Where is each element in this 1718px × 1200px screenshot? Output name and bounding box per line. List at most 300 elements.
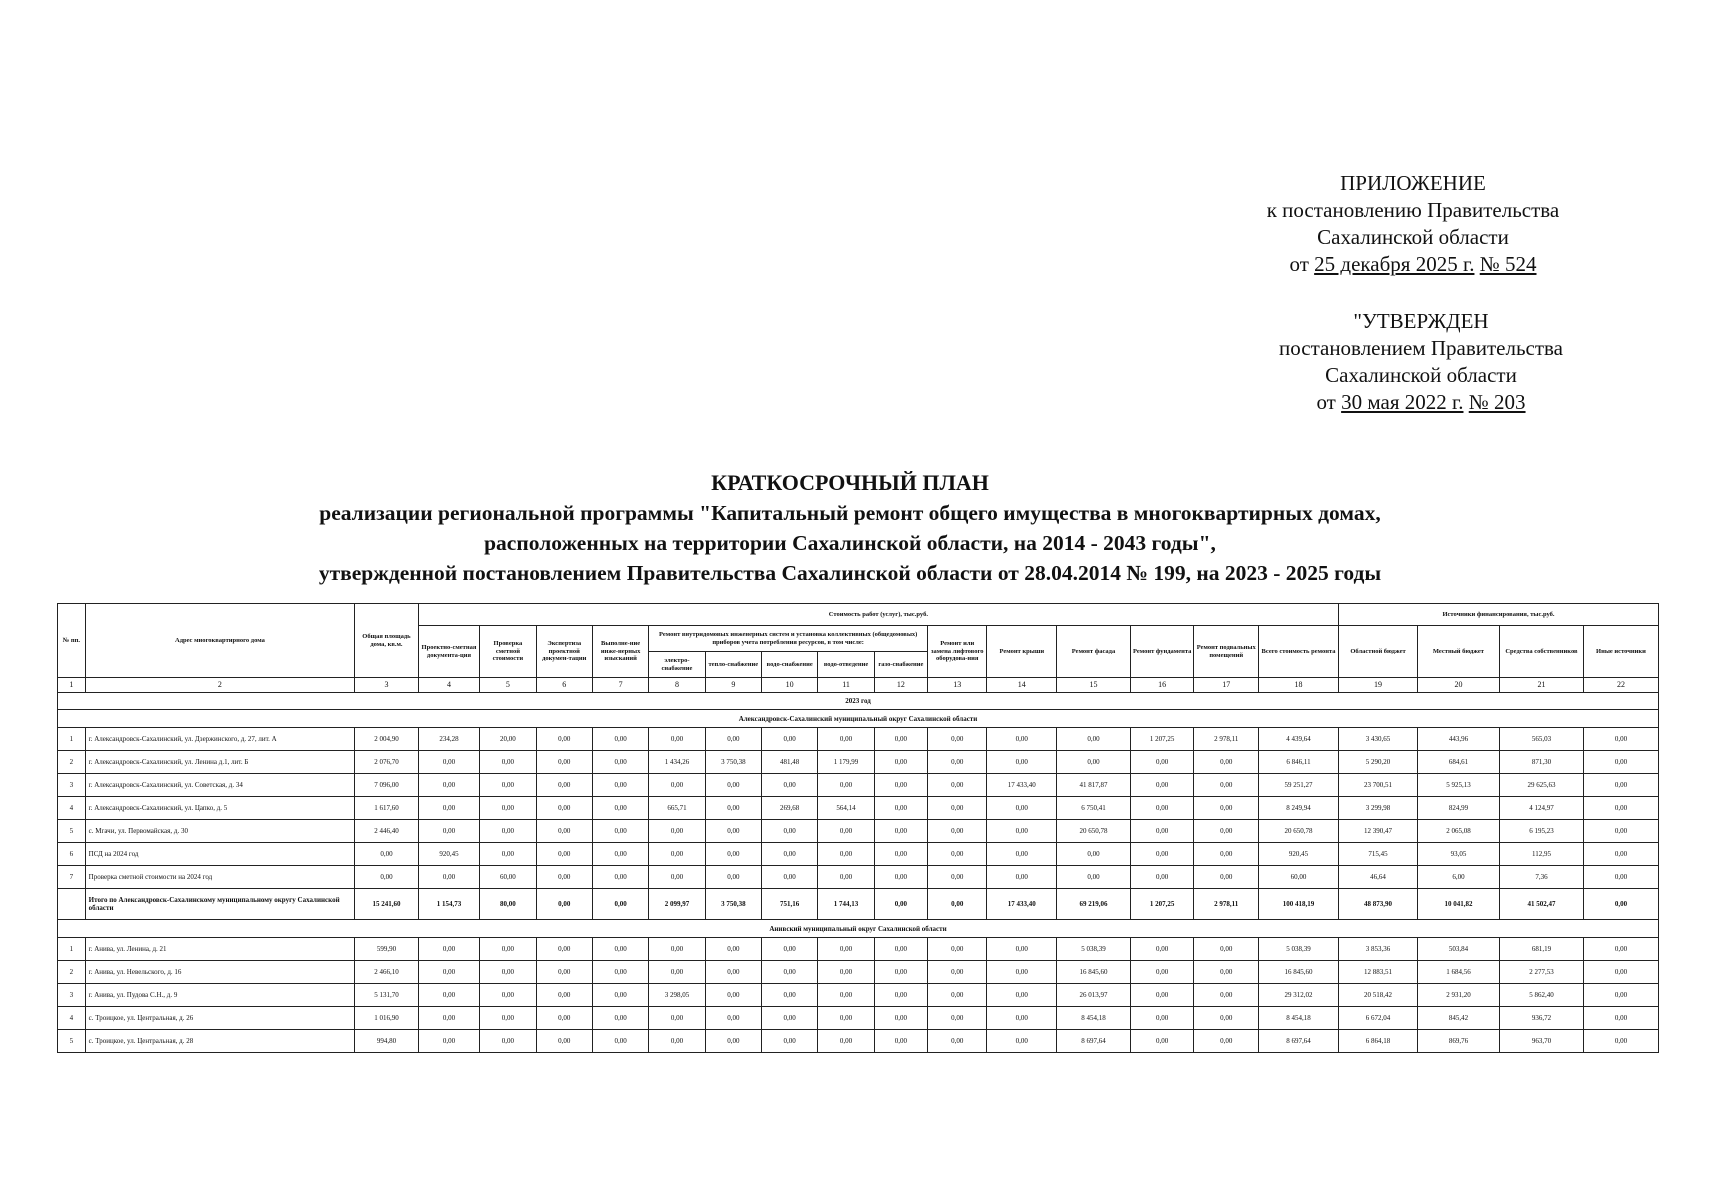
row-number-cell: 4 <box>58 1007 86 1030</box>
total-value-cell: 10 041,82 <box>1417 889 1499 920</box>
value-cell: 0,00 <box>480 751 536 774</box>
column-number-cell: 21 <box>1499 678 1583 693</box>
district-name: Александровск-Сахалинский муниципальный округ Сахалинской области <box>58 710 1659 728</box>
value-cell: 0,00 <box>418 961 479 984</box>
value-cell: 5 131,70 <box>355 984 419 1007</box>
header-expertise: Экспертиза проектной докумен-тации <box>536 626 592 678</box>
value-cell: 0,00 <box>874 774 927 797</box>
total-value-cell: 3 750,38 <box>705 889 761 920</box>
header-area: Общая площадь дома, кв.м. <box>355 604 419 678</box>
value-cell: 0,00 <box>592 820 648 843</box>
value-cell: 2 277,53 <box>1499 961 1583 984</box>
title-line-1: КРАТКОСРОЧНЫЙ ПЛАН <box>711 470 989 495</box>
document-title <box>100 468 1600 588</box>
value-cell: 6 195,23 <box>1499 820 1583 843</box>
row-number-cell: 2 <box>58 961 86 984</box>
value-cell: 0,00 <box>987 961 1057 984</box>
annex-date-line <box>1228 251 1598 278</box>
table-body <box>58 678 1659 1053</box>
value-cell: 6 864,18 <box>1339 1030 1418 1053</box>
value-cell: 2 978,11 <box>1194 728 1259 751</box>
value-cell: 8 454,18 <box>1259 1007 1339 1030</box>
header-address: Адрес многоквартирного дома <box>85 604 355 678</box>
value-cell: 0,00 <box>536 820 592 843</box>
row-number-cell: 6 <box>58 843 86 866</box>
approved-block <box>1256 308 1586 416</box>
value-cell: 0,00 <box>536 1030 592 1053</box>
value-cell: 920,45 <box>1259 843 1339 866</box>
value-cell: 2 065,08 <box>1417 820 1499 843</box>
value-cell: 963,70 <box>1499 1030 1583 1053</box>
annex-line-2: к постановлению Правительства <box>1266 198 1560 222</box>
row-number-cell: 7 <box>58 866 86 889</box>
value-cell: 0,00 <box>1583 728 1658 751</box>
value-cell: 0,00 <box>480 797 536 820</box>
value-cell: 20 650,78 <box>1057 820 1131 843</box>
column-number-cell: 22 <box>1583 678 1658 693</box>
table-row <box>58 843 1659 866</box>
value-cell: 503,84 <box>1417 938 1499 961</box>
column-number-cell: 1 <box>58 678 86 693</box>
value-cell: 0,00 <box>874 843 927 866</box>
value-cell: 0,00 <box>536 843 592 866</box>
address-cell: г. Александровск-Сахалинский, ул. Дзержинского, д. 27, лит. А <box>85 728 355 751</box>
column-number-cell: 19 <box>1339 678 1418 693</box>
plan-table <box>57 603 1659 1053</box>
value-cell: 0,00 <box>649 938 705 961</box>
district-name: Анивский муниципальный округ Сахалинской области <box>58 920 1659 938</box>
value-cell: 0,00 <box>592 774 648 797</box>
row-number-cell: 3 <box>58 774 86 797</box>
value-cell: 0,00 <box>705 961 761 984</box>
value-cell: 0,00 <box>928 1030 987 1053</box>
value-cell: 0,00 <box>928 797 987 820</box>
value-cell: 0,00 <box>818 984 874 1007</box>
value-cell: 0,00 <box>762 728 818 751</box>
header-finance-group: Источники финансирования, тыс.руб. <box>1339 604 1659 626</box>
address-cell: г. Анива, ул. Пудова С.Н., д. 9 <box>85 984 355 1007</box>
value-cell: 564,14 <box>818 797 874 820</box>
total-value-cell: 0,00 <box>1583 889 1658 920</box>
header-cost-group: Стоимость работ (услуг), тыс.руб. <box>418 604 1338 626</box>
value-cell: 0,00 <box>874 820 927 843</box>
header-num: № пп. <box>58 604 86 678</box>
value-cell: 0,00 <box>987 728 1057 751</box>
value-cell: 684,61 <box>1417 751 1499 774</box>
value-cell: 0,00 <box>874 751 927 774</box>
value-cell: 0,00 <box>1583 820 1658 843</box>
value-cell: 0,00 <box>1583 751 1658 774</box>
value-cell: 0,00 <box>874 1007 927 1030</box>
address-cell: ПСД на 2024 год <box>85 843 355 866</box>
annex-date-prefix: от <box>1289 252 1309 276</box>
total-value-cell: 0,00 <box>928 889 987 920</box>
value-cell: 0,00 <box>818 820 874 843</box>
column-number-cell: 4 <box>418 678 479 693</box>
value-cell: 59 251,27 <box>1259 774 1339 797</box>
value-cell: 0,00 <box>987 866 1057 889</box>
value-cell: 871,30 <box>1499 751 1583 774</box>
value-cell: 0,00 <box>818 1007 874 1030</box>
header-roof: Ремонт крыши <box>987 626 1057 678</box>
district-total-row <box>58 889 1659 920</box>
table-row <box>58 774 1659 797</box>
value-cell: 0,00 <box>987 938 1057 961</box>
value-cell: 8 697,64 <box>1057 1030 1131 1053</box>
total-value-cell: 15 241,60 <box>355 889 419 920</box>
address-cell: с. Троицкое, ул. Центральная, д. 28 <box>85 1030 355 1053</box>
value-cell: 0,00 <box>818 866 874 889</box>
address-cell: Проверка сметной стоимости на 2024 год <box>85 866 355 889</box>
column-number-cell: 12 <box>874 678 927 693</box>
value-cell: 3 298,05 <box>649 984 705 1007</box>
value-cell: 0,00 <box>705 1007 761 1030</box>
value-cell: 0,00 <box>536 774 592 797</box>
header-water: водо-снабжение <box>762 652 818 678</box>
value-cell: 0,00 <box>1583 866 1658 889</box>
value-cell: 920,45 <box>418 843 479 866</box>
value-cell: 0,00 <box>592 1030 648 1053</box>
value-cell: 6 846,11 <box>1259 751 1339 774</box>
value-cell: 3 750,38 <box>705 751 761 774</box>
approved-line-2: постановлением Правительства <box>1278 336 1563 360</box>
approved-date: 30 мая 2022 г. <box>1341 390 1464 414</box>
column-number-cell: 18 <box>1259 678 1339 693</box>
value-cell: 29 625,63 <box>1499 774 1583 797</box>
address-cell: с. Троицкое, ул. Центральная, д. 26 <box>85 1007 355 1030</box>
value-cell: 0,00 <box>649 961 705 984</box>
value-cell: 0,00 <box>928 984 987 1007</box>
row-number-cell: 1 <box>58 938 86 961</box>
value-cell: 0,00 <box>1057 843 1131 866</box>
value-cell: 0,00 <box>987 843 1057 866</box>
value-cell: 0,00 <box>1583 843 1658 866</box>
value-cell: 8 697,64 <box>1259 1030 1339 1053</box>
value-cell: 0,00 <box>928 1007 987 1030</box>
value-cell: 1 207,25 <box>1130 728 1194 751</box>
approved-line-3: Сахалинской области <box>1325 363 1517 387</box>
value-cell: 0,00 <box>1194 774 1259 797</box>
total-value-cell: 17 433,40 <box>987 889 1057 920</box>
value-cell: 0,00 <box>987 820 1057 843</box>
value-cell: 17 433,40 <box>987 774 1057 797</box>
value-cell: 5 862,40 <box>1499 984 1583 1007</box>
annex-number: № 524 <box>1479 252 1537 276</box>
value-cell: 1 016,90 <box>355 1007 419 1030</box>
value-cell: 0,00 <box>705 843 761 866</box>
value-cell: 715,45 <box>1339 843 1418 866</box>
value-cell: 0,00 <box>928 866 987 889</box>
value-cell: 0,00 <box>592 728 648 751</box>
table-row <box>58 751 1659 774</box>
value-cell: 0,00 <box>1194 984 1259 1007</box>
value-cell: 20 650,78 <box>1259 820 1339 843</box>
value-cell: 0,00 <box>762 984 818 1007</box>
value-cell: 1 684,56 <box>1417 961 1499 984</box>
value-cell: 60,00 <box>480 866 536 889</box>
title-line-3: расположенных на территории Сахалинской области, на 2014 - 2043 годы", <box>484 531 1216 555</box>
address-cell: с. Мгачи, ул. Первомайская, д. 30 <box>85 820 355 843</box>
approved-number: № 203 <box>1468 390 1526 414</box>
value-cell: 0,00 <box>1130 774 1194 797</box>
column-numbers-row <box>58 678 1659 693</box>
approved-date-prefix: от <box>1316 390 1336 414</box>
value-cell: 0,00 <box>480 1030 536 1053</box>
total-value-cell: 0,00 <box>536 889 592 920</box>
value-cell: 0,00 <box>1130 843 1194 866</box>
approved-date-line <box>1256 389 1586 416</box>
value-cell: 0,00 <box>705 820 761 843</box>
approved-title: "УТВЕРЖДЕН <box>1353 309 1489 333</box>
value-cell: 0,00 <box>536 961 592 984</box>
row-number-cell: 4 <box>58 797 86 820</box>
value-cell: 0,00 <box>874 1030 927 1053</box>
value-cell: 0,00 <box>762 866 818 889</box>
value-cell: 0,00 <box>762 938 818 961</box>
value-cell: 2 446,40 <box>355 820 419 843</box>
value-cell: 5 038,39 <box>1259 938 1339 961</box>
value-cell: 0,00 <box>1194 1030 1259 1053</box>
value-cell: 0,00 <box>874 866 927 889</box>
value-cell: 0,00 <box>1583 1007 1658 1030</box>
value-cell: 0,00 <box>928 938 987 961</box>
total-value-cell: 1 207,25 <box>1130 889 1194 920</box>
header-electro: электро-снабжение <box>649 652 705 678</box>
value-cell: 0,00 <box>1130 797 1194 820</box>
address-cell: г. Александровск-Сахалинский, ул. Ленина д.1, лит. Б <box>85 751 355 774</box>
value-cell: 1 434,26 <box>649 751 705 774</box>
annex-title: ПРИЛОЖЕНИЕ <box>1340 171 1486 195</box>
title-line-2: реализации региональной программы "Капитальный ремонт общего имущества в многоквартирных домах, <box>319 501 1381 525</box>
value-cell: 0,00 <box>928 820 987 843</box>
value-cell: 0,00 <box>818 843 874 866</box>
column-number-cell: 11 <box>818 678 874 693</box>
value-cell: 234,28 <box>418 728 479 751</box>
value-cell: 20,00 <box>480 728 536 751</box>
value-cell: 0,00 <box>480 843 536 866</box>
value-cell: 0,00 <box>1194 961 1259 984</box>
value-cell: 0,00 <box>1130 1030 1194 1053</box>
value-cell: 0,00 <box>874 938 927 961</box>
header-engineering-group: Ремонт внутридомовых инженерных систем и установка коллективных (общедомовых) приборов учета потребления ресурсов, в том числе: <box>649 626 928 652</box>
value-cell: 0,00 <box>418 938 479 961</box>
header-surveys: Выполне-ние инже-нерных изысканий <box>592 626 648 678</box>
table-row <box>58 797 1659 820</box>
column-number-cell: 17 <box>1194 678 1259 693</box>
value-cell: 23 700,51 <box>1339 774 1418 797</box>
value-cell: 0,00 <box>418 1007 479 1030</box>
value-cell: 0,00 <box>1130 938 1194 961</box>
value-cell: 0,00 <box>987 797 1057 820</box>
header-design-docs: Проектно-сметная документа-ция <box>418 626 479 678</box>
total-value-cell: 0,00 <box>874 889 927 920</box>
value-cell: 0,00 <box>1583 961 1658 984</box>
value-cell: 0,00 <box>355 843 419 866</box>
table-row <box>58 961 1659 984</box>
value-cell: 0,00 <box>480 961 536 984</box>
value-cell: 0,00 <box>1057 728 1131 751</box>
value-cell: 0,00 <box>592 938 648 961</box>
value-cell: 0,00 <box>1057 751 1131 774</box>
column-number-cell: 16 <box>1130 678 1194 693</box>
column-number-cell: 15 <box>1057 678 1131 693</box>
row-number-cell: 2 <box>58 751 86 774</box>
value-cell: 0,00 <box>592 797 648 820</box>
value-cell: 0,00 <box>1130 984 1194 1007</box>
total-value-cell: 1 744,13 <box>818 889 874 920</box>
column-number-cell: 3 <box>355 678 419 693</box>
total-value-cell: 1 154,73 <box>418 889 479 920</box>
header-facade: Ремонт фасада <box>1057 626 1131 678</box>
value-cell: 0,00 <box>592 751 648 774</box>
value-cell: 4 124,97 <box>1499 797 1583 820</box>
district-row <box>58 920 1659 938</box>
value-cell: 845,42 <box>1417 1007 1499 1030</box>
value-cell: 0,00 <box>592 961 648 984</box>
value-cell: 0,00 <box>874 797 927 820</box>
value-cell: 0,00 <box>1194 1007 1259 1030</box>
value-cell: 8 454,18 <box>1057 1007 1131 1030</box>
value-cell: 0,00 <box>592 984 648 1007</box>
header-elevator: Ремонт или замена лифтового оборудова-ния <box>928 626 987 678</box>
value-cell: 936,72 <box>1499 1007 1583 1030</box>
total-value-cell: 69 219,06 <box>1057 889 1131 920</box>
value-cell: 0,00 <box>418 984 479 1007</box>
header-owners: Средства собственников <box>1499 626 1583 678</box>
header-heat: тепло-снабжение <box>705 652 761 678</box>
value-cell: 29 312,02 <box>1259 984 1339 1007</box>
header-gas: газо-снабжение <box>874 652 927 678</box>
value-cell: 0,00 <box>536 751 592 774</box>
value-cell: 0,00 <box>705 728 761 751</box>
value-cell: 0,00 <box>818 728 874 751</box>
total-value-cell: 100 418,19 <box>1259 889 1339 920</box>
value-cell: 0,00 <box>536 797 592 820</box>
value-cell: 565,03 <box>1499 728 1583 751</box>
address-cell: г. Анива, ул. Ленина, д. 21 <box>85 938 355 961</box>
table-row <box>58 820 1659 843</box>
value-cell: 12 390,47 <box>1339 820 1418 843</box>
value-cell: 93,05 <box>1417 843 1499 866</box>
value-cell: 0,00 <box>987 1007 1057 1030</box>
value-cell: 0,00 <box>418 820 479 843</box>
value-cell: 0,00 <box>480 820 536 843</box>
header-foundation: Ремонт фундамента <box>1130 626 1194 678</box>
value-cell: 0,00 <box>928 751 987 774</box>
value-cell: 0,00 <box>418 774 479 797</box>
value-cell: 20 518,42 <box>1339 984 1418 1007</box>
value-cell: 46,64 <box>1339 866 1418 889</box>
row-number-cell: 3 <box>58 984 86 1007</box>
value-cell: 0,00 <box>987 751 1057 774</box>
value-cell: 0,00 <box>418 866 479 889</box>
total-value-cell <box>58 889 86 920</box>
row-number-cell: 5 <box>58 1030 86 1053</box>
value-cell: 12 883,51 <box>1339 961 1418 984</box>
address-cell: г. Анива, ул. Невельского, д. 16 <box>85 961 355 984</box>
value-cell: 60,00 <box>1259 866 1339 889</box>
value-cell: 0,00 <box>762 961 818 984</box>
column-number-cell: 6 <box>536 678 592 693</box>
value-cell: 3 299,98 <box>1339 797 1418 820</box>
total-value-cell: 751,16 <box>762 889 818 920</box>
value-cell: 0,00 <box>480 774 536 797</box>
value-cell: 0,00 <box>987 1030 1057 1053</box>
header-basement: Ремонт подвальных помещений <box>1194 626 1259 678</box>
value-cell: 5 925,13 <box>1417 774 1499 797</box>
value-cell: 0,00 <box>536 1007 592 1030</box>
value-cell: 0,00 <box>1583 938 1658 961</box>
table-row <box>58 1030 1659 1053</box>
value-cell: 0,00 <box>1130 866 1194 889</box>
value-cell: 0,00 <box>1194 797 1259 820</box>
value-cell: 0,00 <box>1194 938 1259 961</box>
value-cell: 0,00 <box>418 1030 479 1053</box>
value-cell: 0,00 <box>928 843 987 866</box>
value-cell: 0,00 <box>705 866 761 889</box>
value-cell: 0,00 <box>355 866 419 889</box>
value-cell: 41 817,87 <box>1057 774 1131 797</box>
value-cell: 0,00 <box>1194 751 1259 774</box>
header-total-cost: Всего стоимость ремонта <box>1259 626 1339 678</box>
value-cell: 0,00 <box>649 843 705 866</box>
year-row <box>58 693 1659 710</box>
value-cell: 0,00 <box>480 938 536 961</box>
value-cell: 0,00 <box>536 984 592 1007</box>
total-label-cell: Итого по Александровск-Сахалинскому муниципальному округу Сахалинской области <box>85 889 355 920</box>
value-cell: 5 038,39 <box>1057 938 1131 961</box>
column-number-cell: 2 <box>85 678 355 693</box>
value-cell: 1 617,60 <box>355 797 419 820</box>
value-cell: 0,00 <box>418 751 479 774</box>
value-cell: 994,80 <box>355 1030 419 1053</box>
value-cell: 0,00 <box>705 938 761 961</box>
value-cell: 4 439,64 <box>1259 728 1339 751</box>
value-cell: 112,95 <box>1499 843 1583 866</box>
value-cell: 0,00 <box>1130 820 1194 843</box>
value-cell: 0,00 <box>649 1007 705 1030</box>
table-row <box>58 728 1659 751</box>
value-cell: 0,00 <box>818 1030 874 1053</box>
value-cell: 0,00 <box>480 984 536 1007</box>
value-cell: 0,00 <box>928 728 987 751</box>
address-cell: г. Александровск-Сахалинский, ул. Цапко, д. 5 <box>85 797 355 820</box>
annex-line-3: Сахалинской области <box>1317 225 1509 249</box>
column-number-cell: 10 <box>762 678 818 693</box>
value-cell: 665,71 <box>649 797 705 820</box>
value-cell: 0,00 <box>987 984 1057 1007</box>
value-cell: 0,00 <box>418 797 479 820</box>
value-cell: 0,00 <box>649 728 705 751</box>
value-cell: 0,00 <box>1194 866 1259 889</box>
column-number-cell: 9 <box>705 678 761 693</box>
value-cell: 0,00 <box>705 1030 761 1053</box>
value-cell: 3 430,65 <box>1339 728 1418 751</box>
value-cell: 443,96 <box>1417 728 1499 751</box>
value-cell: 0,00 <box>705 774 761 797</box>
address-cell: г. Александровск-Сахалинский, ул. Советская, д. 34 <box>85 774 355 797</box>
value-cell: 0,00 <box>1057 866 1131 889</box>
value-cell: 0,00 <box>1130 751 1194 774</box>
value-cell: 869,76 <box>1417 1030 1499 1053</box>
value-cell: 7 096,00 <box>355 774 419 797</box>
value-cell: 7,36 <box>1499 866 1583 889</box>
value-cell: 0,00 <box>536 938 592 961</box>
value-cell: 16 845,60 <box>1057 961 1131 984</box>
value-cell: 0,00 <box>1194 843 1259 866</box>
value-cell: 824,99 <box>1417 797 1499 820</box>
column-number-cell: 13 <box>928 678 987 693</box>
